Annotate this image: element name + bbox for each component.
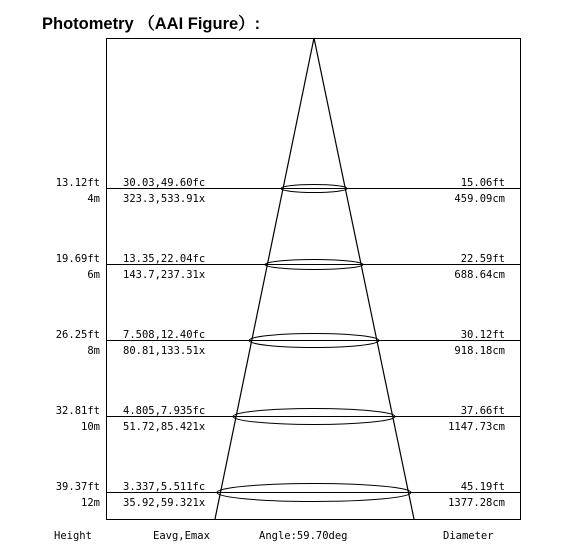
height-m-label: 12m (81, 497, 100, 509)
illuminance-lx-value: 323.3,533.91x (123, 193, 206, 205)
height-ft-label: 32.81ft (55, 405, 100, 417)
beam-edge-right (314, 38, 414, 519)
footer-angle-label: Angle:59.70deg (259, 530, 348, 542)
illuminance-fc-value: 4.805,7.935fc (123, 405, 206, 417)
diameter-ft-value: 22.59ft (460, 253, 505, 265)
height-m-label: 10m (81, 421, 100, 433)
height-m-label: 4m (87, 193, 100, 205)
height-ft-label: 26.25ft (55, 329, 100, 341)
height-ft-label: 13.12ft (55, 177, 100, 189)
diameter-ft-value: 37.66ft (460, 405, 505, 417)
diameter-ft-value: 15.06ft (460, 177, 505, 189)
footer-eavg-label: Eavg,Emax (153, 530, 210, 542)
diameter-cm-value: 1147.73cm (448, 421, 505, 433)
illuminance-lx-value: 35.92,59.321x (123, 497, 206, 509)
footer-height-label: Height (54, 530, 92, 542)
height-ft-label: 19.69ft (55, 253, 100, 265)
height-m-label: 8m (87, 345, 100, 357)
illuminance-fc-value: 13.35,22.04fc (123, 253, 206, 265)
illuminance-lx-value: 143.7,237.31x (123, 269, 206, 281)
diameter-ft-value: 30.12ft (460, 329, 505, 341)
diameter-cm-value: 1377.28cm (448, 497, 505, 509)
beam-edge-left (215, 38, 314, 519)
height-m-label: 6m (87, 269, 100, 281)
illuminance-lx-value: 51.72,85.421x (123, 421, 206, 433)
diameter-cm-value: 459.09cm (454, 193, 505, 205)
illuminance-lx-value: 80.81,133.51x (123, 345, 206, 357)
page-title: Photometry （AAI Figure）: (42, 15, 261, 33)
illuminance-fc-value: 30.03,49.60fc (123, 177, 206, 189)
diameter-cm-value: 688.64cm (454, 269, 505, 281)
height-ft-label: 39.37ft (55, 481, 100, 493)
illuminance-fc-value: 7.508,12.40fc (123, 329, 206, 341)
diameter-cm-value: 918.18cm (454, 345, 505, 357)
illuminance-fc-value: 3.337,5.511fc (123, 481, 206, 493)
footer-diameter-label: Diameter (443, 530, 494, 542)
diameter-ft-value: 45.19ft (460, 481, 505, 493)
